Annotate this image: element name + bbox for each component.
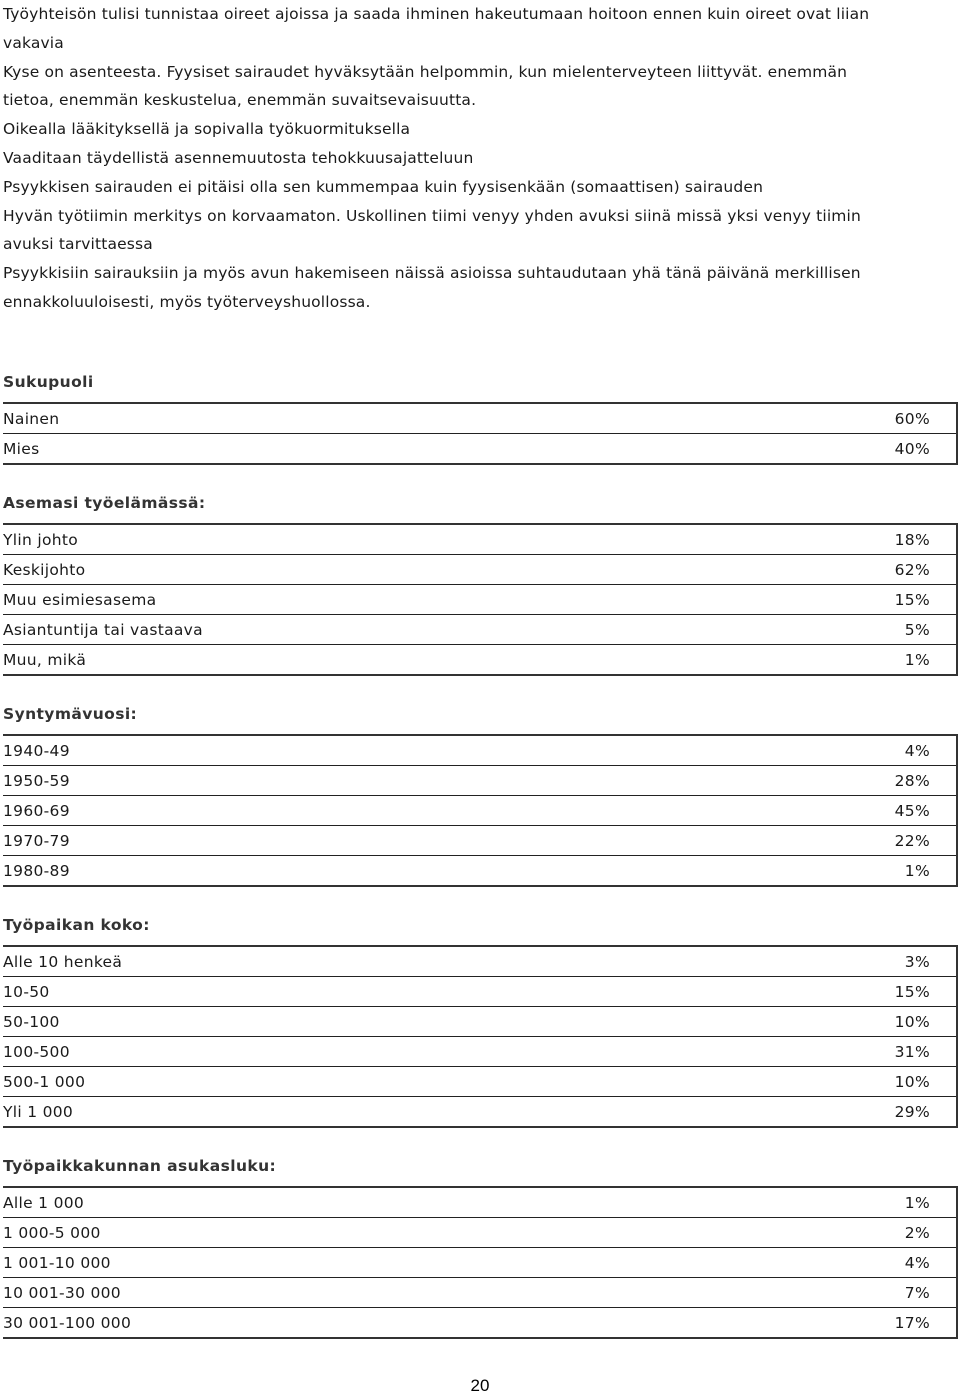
row-label: 1 000-5 000 — [3, 1224, 101, 1242]
table-row — [3, 1218, 956, 1248]
row-label: 500-1 000 — [3, 1073, 86, 1091]
row-value: 62% — [894, 561, 930, 579]
row-label: Asiantuntija tai vastaava — [3, 621, 203, 639]
table-row — [3, 1308, 956, 1337]
workplace-size-section — [3, 915, 958, 1128]
row-value: 15% — [894, 591, 930, 609]
row-value: 4% — [904, 1254, 930, 1272]
row-value: 40% — [894, 440, 930, 458]
row-value: 2% — [904, 1224, 930, 1242]
table-row — [3, 736, 956, 766]
row-value: 60% — [894, 410, 930, 428]
table-row — [3, 525, 956, 555]
birth-year-section — [3, 704, 958, 887]
row-value: 7% — [904, 1284, 930, 1302]
row-value: 28% — [894, 772, 930, 790]
section-title: Työpaikkakunnan asukasluku: — [3, 1157, 277, 1175]
row-value: 29% — [894, 1103, 930, 1121]
row-label: 1 001-10 000 — [3, 1254, 111, 1272]
row-label: Alle 10 henkeä — [3, 953, 123, 971]
row-label: Ylin johto — [3, 531, 79, 549]
intro-line: Psyykkisiin sairauksiin ja myös avun hakemiseen näissä asioissa suhtaudutaan yhä tänä päivänä merkillisen — [3, 264, 861, 283]
section-title: Asemasi työelämässä: — [3, 494, 206, 512]
row-value: 10% — [894, 1073, 930, 1091]
table-row — [3, 1188, 956, 1218]
stats-table — [3, 402, 958, 465]
row-label: 100-500 — [3, 1043, 70, 1061]
intro-line: tietoa, enemmän keskustelua, enemmän suvaitsevaisuutta. — [3, 91, 477, 110]
table-row — [3, 947, 956, 977]
intro-line: ennakkoluuloisesti, myös työterveyshuollossa. — [3, 292, 371, 311]
row-label: Nainen — [3, 410, 60, 428]
intro-line: Vaaditaan täydellistä asennemuutosta tehokkuusajatteluun — [3, 148, 474, 167]
row-label: 50-100 — [3, 1013, 60, 1031]
section-title: Sukupuoli — [3, 373, 94, 391]
intro-line: Psyykkisen sairauden ei pitäisi olla sen kummempaa kuin fyysisenkään (somaattisen) sairauden — [3, 177, 764, 196]
row-label: Yli 1 000 — [3, 1103, 74, 1121]
intro-line: Oikealla lääkityksellä ja sopivalla työkuormituksella — [3, 120, 411, 139]
table-row — [3, 796, 956, 826]
section-title: Syntymävuosi: — [3, 705, 138, 723]
row-label: Mies — [3, 440, 40, 458]
row-value: 1% — [904, 651, 930, 669]
row-value: 1% — [904, 862, 930, 880]
intro-line: avuksi tarvittaessa — [3, 235, 153, 254]
table-row — [3, 826, 956, 856]
row-value: 31% — [894, 1043, 930, 1061]
row-label: 1940-49 — [3, 742, 70, 760]
table-row — [3, 555, 956, 585]
stats-table — [3, 734, 958, 887]
table-row — [3, 434, 956, 463]
row-value: 5% — [904, 621, 930, 639]
row-label: 1970-79 — [3, 832, 70, 850]
table-row — [3, 1037, 956, 1067]
row-label: 1980-89 — [3, 862, 70, 880]
row-value: 15% — [894, 983, 930, 1001]
table-row — [3, 766, 956, 796]
section-title: Työpaikan koko: — [3, 916, 150, 934]
intro-line: Hyvän työtiimin merkitys on korvaamaton. Uskollinen tiimi venyy yhden avuksi siinä missä yksi venyy tiimin — [3, 206, 861, 225]
row-value: 3% — [904, 953, 930, 971]
row-value: 18% — [894, 531, 930, 549]
row-value: 10% — [894, 1013, 930, 1031]
row-value: 45% — [894, 802, 930, 820]
table-row — [3, 1248, 956, 1278]
table-row — [3, 1067, 956, 1097]
row-value: 22% — [894, 832, 930, 850]
intro-line: Kyse on asenteesta. Fyysiset sairaudet hyväksytään helpommin, kun mielenterveyteen liittyvät. enemmän — [3, 62, 848, 81]
row-label: 10-50 — [3, 983, 50, 1001]
table-row — [3, 856, 956, 885]
row-value: 17% — [894, 1314, 930, 1332]
table-row — [3, 585, 956, 615]
table-row — [3, 1278, 956, 1308]
intro-line: vakavia — [3, 33, 64, 52]
row-label: Keskijohto — [3, 561, 86, 579]
table-row — [3, 1097, 956, 1126]
table-row — [3, 404, 956, 434]
row-label: 10 001-30 000 — [3, 1284, 121, 1302]
stats-table — [3, 945, 958, 1128]
row-label: Muu esimiesasema — [3, 591, 157, 609]
page-number: 20 — [470, 1376, 490, 1395]
position-section — [3, 493, 958, 676]
row-label: Muu, mikä — [3, 651, 87, 669]
row-label: 1960-69 — [3, 802, 70, 820]
intro-line: Työyhteisön tulisi tunnistaa oireet ajoissa ja saada ihminen hakeutumaan hoitoon ennen kuin oireet ovat liian — [3, 5, 870, 23]
intro-text — [3, 0, 953, 317]
row-value: 4% — [904, 742, 930, 760]
municipality-population-section — [3, 1156, 958, 1339]
stats-table — [3, 1186, 958, 1339]
table-row — [3, 1007, 956, 1037]
row-label: Alle 1 000 — [3, 1194, 85, 1212]
gender-section — [3, 372, 958, 465]
row-label: 30 001-100 000 — [3, 1314, 132, 1332]
table-row — [3, 645, 956, 674]
row-label: 1950-59 — [3, 772, 70, 790]
stats-table — [3, 523, 958, 676]
row-value: 1% — [904, 1194, 930, 1212]
table-row — [3, 615, 956, 645]
table-row — [3, 977, 956, 1007]
